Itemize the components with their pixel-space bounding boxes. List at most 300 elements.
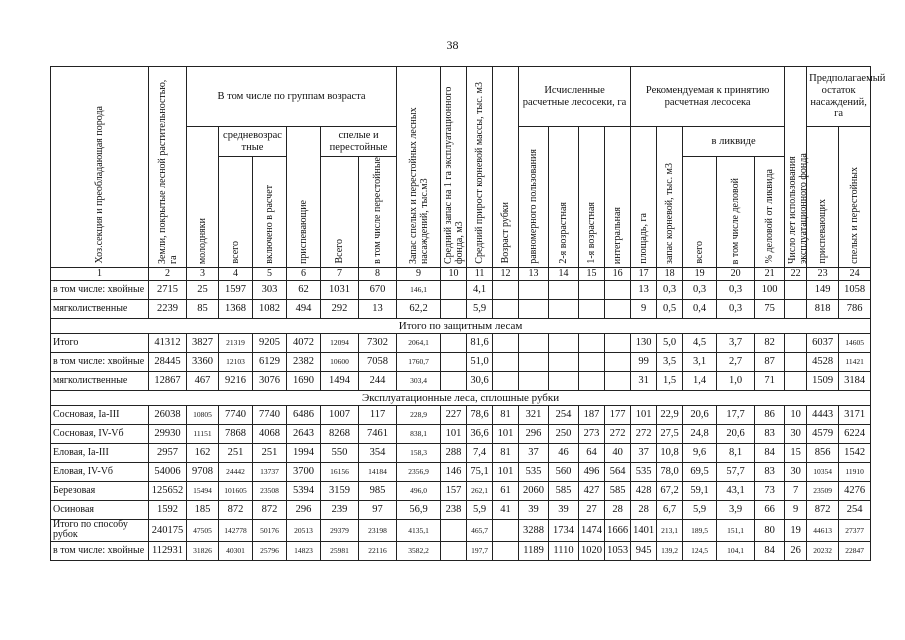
table-cell: 535	[631, 462, 657, 481]
table-cell: 4276	[839, 481, 871, 500]
table-cell: 7058	[359, 352, 397, 371]
table-cell	[549, 352, 579, 371]
column-number: 24	[839, 267, 871, 280]
row-label: мягколиственные	[51, 299, 149, 318]
table-cell: 44613	[807, 519, 839, 541]
table-cell: 585	[549, 481, 579, 500]
table-cell: 81,6	[467, 333, 493, 352]
table-cell: 3159	[321, 481, 359, 500]
table-row	[51, 500, 871, 519]
header-section	[51, 67, 149, 268]
table-cell: 12867	[149, 371, 187, 390]
header-avg-stock	[441, 67, 467, 268]
table-cell: 838,1	[397, 424, 441, 443]
table-cell: 10805	[187, 405, 219, 424]
table-cell: 296	[519, 424, 549, 443]
header-young-text: молодняки	[197, 217, 208, 264]
table-cell: 250	[549, 424, 579, 443]
table-cell: 30,6	[467, 371, 493, 390]
header-middle-included-text: включено в расчет	[264, 185, 275, 264]
table-cell: 37	[631, 443, 657, 462]
table-cell	[549, 280, 579, 299]
table-cell: 3,1	[683, 352, 717, 371]
table-cell: 146	[441, 462, 467, 481]
table-cell: 104,1	[717, 541, 755, 560]
table-row	[51, 405, 871, 424]
table-cell: 10,8	[657, 443, 683, 462]
section-exploitation-forests: Эксплуатационные леса, сплошные рубки	[51, 390, 871, 405]
table-cell: 1994	[287, 443, 321, 462]
table-cell: 28	[605, 500, 631, 519]
table-cell: 75,1	[467, 462, 493, 481]
table-row	[51, 299, 871, 318]
table-cell: 13	[359, 299, 397, 318]
column-number: 21	[755, 267, 785, 280]
table-cell: 4135,1	[397, 519, 441, 541]
table-cell: 62,2	[397, 299, 441, 318]
table-row	[51, 352, 871, 371]
table-cell: 36,6	[467, 424, 493, 443]
table-cell	[605, 299, 631, 318]
table-cell: 20,6	[683, 405, 717, 424]
table-cell: 21319	[219, 333, 253, 352]
table-cell: 27,5	[657, 424, 683, 443]
table-cell: 25	[187, 280, 219, 299]
table-cell: 496,0	[397, 481, 441, 500]
table-cell: 786	[839, 299, 871, 318]
table-cell	[579, 299, 605, 318]
table-cell: 11421	[839, 352, 871, 371]
table-cell: 3827	[187, 333, 219, 352]
table-cell: 25981	[321, 541, 359, 560]
header-remain: Предполагаемый остаток насаждений, га	[807, 67, 871, 127]
table-cell: 28	[631, 500, 657, 519]
header-mature-total	[321, 157, 359, 268]
table-cell: 139,2	[657, 541, 683, 560]
table-cell: 27377	[839, 519, 871, 541]
table-cell: 22847	[839, 541, 871, 560]
column-number: 5	[253, 267, 287, 280]
table-cell: 177	[605, 405, 631, 424]
table-cell: 1542	[839, 443, 871, 462]
table-cell: 130	[631, 333, 657, 352]
header-rec-stock-text: запас корневой, тыс. м3	[664, 162, 676, 264]
table-cell: 124,5	[683, 541, 717, 560]
table-cell: 1690	[287, 371, 321, 390]
table-cell: 81	[493, 405, 519, 424]
table-cell: 24,8	[683, 424, 717, 443]
table-cell: 71	[755, 371, 785, 390]
table-cell	[493, 519, 519, 541]
table-cell	[579, 333, 605, 352]
table-cell: 81	[493, 443, 519, 462]
table-cell	[605, 333, 631, 352]
table-cell: 69,5	[683, 462, 717, 481]
table-cell: 228,9	[397, 405, 441, 424]
table-cell: 57,7	[717, 462, 755, 481]
table-cell: 51,0	[467, 352, 493, 371]
header-mature-over-text: в том числе перестойные	[372, 157, 384, 264]
table-row	[51, 462, 871, 481]
table-cell: 84	[755, 443, 785, 462]
block-1	[51, 280, 871, 318]
table-cell: 39	[519, 500, 549, 519]
table-cell: 585	[605, 481, 631, 500]
table-cell: 39	[549, 500, 579, 519]
row-label: Итого	[51, 333, 149, 352]
table-row	[51, 333, 871, 352]
table-cell: 465,7	[467, 519, 493, 541]
table-cell: 1,0	[717, 371, 755, 390]
table-cell: 354	[359, 443, 397, 462]
table-row	[51, 541, 871, 560]
table-cell: 872	[219, 500, 253, 519]
table-cell: 47505	[187, 519, 219, 541]
header-calc-2	[549, 127, 579, 268]
table-cell: 99	[631, 352, 657, 371]
table-cell: 1189	[519, 541, 549, 560]
table-cell: 0,3	[657, 280, 683, 299]
table-cell: 0,3	[717, 280, 755, 299]
row-label: мягколиственные	[51, 371, 149, 390]
table-cell: 30	[785, 424, 807, 443]
column-number-row	[51, 267, 871, 280]
table-cell: 13737	[253, 462, 287, 481]
table-cell: 29930	[149, 424, 187, 443]
table-cell: 26	[785, 541, 807, 560]
table-cell	[493, 299, 519, 318]
header-rec-area-text: площадь, га	[638, 213, 650, 264]
column-number: 22	[785, 267, 807, 280]
table-cell: 7302	[359, 333, 397, 352]
table-cell: 62	[287, 280, 321, 299]
table-cell: 23508	[253, 481, 287, 500]
table-cell: 856	[807, 443, 839, 462]
header-forest-area	[149, 67, 187, 268]
table-cell: 427	[579, 481, 605, 500]
table-cell: 550	[321, 443, 359, 462]
table-cell: 985	[359, 481, 397, 500]
table-cell: 6486	[287, 405, 321, 424]
table-cell: 19	[785, 519, 807, 541]
table-cell: 7,4	[467, 443, 493, 462]
column-number: 12	[493, 267, 519, 280]
column-number: 8	[359, 267, 397, 280]
table-cell: 149	[807, 280, 839, 299]
table-cell: 945	[631, 541, 657, 560]
table-cell: 17,7	[717, 405, 755, 424]
table-cell	[493, 333, 519, 352]
table-cell: 303,4	[397, 371, 441, 390]
header-middle-total-text: всего	[230, 241, 241, 264]
table-cell: 3288	[519, 519, 549, 541]
table-cell: 20,6	[717, 424, 755, 443]
table-cell: 428	[631, 481, 657, 500]
table-cell: 40301	[219, 541, 253, 560]
table-cell: 85	[187, 299, 219, 318]
table-cell: 818	[807, 299, 839, 318]
table-cell	[519, 333, 549, 352]
table-cell: 496	[579, 462, 605, 481]
table-cell: 1,5	[657, 371, 683, 390]
column-number: 13	[519, 267, 549, 280]
table-cell: 23509	[807, 481, 839, 500]
table-cell: 59,1	[683, 481, 717, 500]
table-cell: 244	[359, 371, 397, 390]
row-label: Итого по способу рубок	[51, 519, 149, 541]
row-label: Еловая, IV-Vб	[51, 462, 149, 481]
table-cell: 240175	[149, 519, 187, 541]
table-cell: 41	[493, 500, 519, 519]
table-cell: 67,2	[657, 481, 683, 500]
table-cell: 2382	[287, 352, 321, 371]
table-cell: 101	[493, 462, 519, 481]
table-cell: 7868	[219, 424, 253, 443]
header-rec-area	[631, 127, 657, 268]
table-cell	[519, 299, 549, 318]
column-number: 7	[321, 267, 359, 280]
table-cell: 146,1	[397, 280, 441, 299]
table-cell: 239	[321, 500, 359, 519]
row-label: Сосновая, Iа-III	[51, 405, 149, 424]
table-cell: 20232	[807, 541, 839, 560]
table-cell: 321	[519, 405, 549, 424]
table-cell: 9708	[187, 462, 219, 481]
column-number: 23	[807, 267, 839, 280]
table-cell	[493, 280, 519, 299]
table-cell: 0,5	[657, 299, 683, 318]
table-cell: 2356,9	[397, 462, 441, 481]
table-cell: 213,1	[657, 519, 683, 541]
table-cell: 494	[287, 299, 321, 318]
header-rec-liquid: в ликвиде	[683, 127, 785, 157]
table-cell: 87	[755, 352, 785, 371]
table-cell: 50176	[253, 519, 287, 541]
column-number: 14	[549, 267, 579, 280]
table-row	[51, 443, 871, 462]
table-cell: 254	[839, 500, 871, 519]
table-cell: 5,9	[683, 500, 717, 519]
table-cell: 29379	[321, 519, 359, 541]
column-number: 3	[187, 267, 219, 280]
table-cell	[441, 519, 467, 541]
table-cell: 1494	[321, 371, 359, 390]
table-cell: 564	[605, 462, 631, 481]
header-rec-total	[683, 157, 717, 268]
table-cell: 4,5	[683, 333, 717, 352]
header-remain-premature-text: приспевающих	[817, 199, 829, 264]
table-cell: 670	[359, 280, 397, 299]
header-forest-area-text: Земли, покрытые лесной растительностью, га	[156, 79, 179, 264]
table-cell: 3700	[287, 462, 321, 481]
header-avg-growth	[467, 67, 493, 268]
table-cell: 5,9	[467, 500, 493, 519]
header-calc-int-text: интегральная	[612, 206, 624, 264]
table-cell: 142778	[219, 519, 253, 541]
table-cell: 1058	[839, 280, 871, 299]
table-cell: 1401	[631, 519, 657, 541]
header-young	[187, 127, 219, 268]
table-cell: 25796	[253, 541, 287, 560]
column-number: 15	[579, 267, 605, 280]
table-cell: 197,7	[467, 541, 493, 560]
column-number: 19	[683, 267, 717, 280]
table-cell: 189,5	[683, 519, 717, 541]
table-cell: 5,9	[467, 299, 493, 318]
table-cell: 7740	[253, 405, 287, 424]
table-cell	[441, 352, 467, 371]
row-label: Сосновая, IV-Vб	[51, 424, 149, 443]
table-cell: 56,9	[397, 500, 441, 519]
table-cell: 0,4	[683, 299, 717, 318]
table-cell: 40	[605, 443, 631, 462]
table-cell	[605, 371, 631, 390]
table-cell: 251	[253, 443, 287, 462]
table-cell: 66	[755, 500, 785, 519]
table-cell: 46	[549, 443, 579, 462]
table-cell: 7	[785, 481, 807, 500]
table-cell: 1110	[549, 541, 579, 560]
table-cell	[441, 371, 467, 390]
table-cell	[785, 333, 807, 352]
column-number: 17	[631, 267, 657, 280]
table-cell: 31826	[187, 541, 219, 560]
column-number: 6	[287, 267, 321, 280]
header-by-age: В том числе по группам возраста	[187, 67, 397, 127]
table-cell: 11910	[839, 462, 871, 481]
table-cell	[493, 371, 519, 390]
header-calc-int	[605, 127, 631, 268]
table-cell: 6037	[807, 333, 839, 352]
column-number: 4	[219, 267, 253, 280]
table-cell: 7740	[219, 405, 253, 424]
table-cell: 83	[755, 462, 785, 481]
table-cell: 4528	[807, 352, 839, 371]
table-cell: 3076	[253, 371, 287, 390]
table-cell: 73	[755, 481, 785, 500]
table-cell: 14823	[287, 541, 321, 560]
table-cell	[785, 371, 807, 390]
table-cell	[579, 371, 605, 390]
table-cell: 12103	[219, 352, 253, 371]
header-rec-business-text: в том числе деловой	[730, 177, 742, 264]
header-cut-age	[493, 67, 519, 268]
table-cell: 187	[579, 405, 605, 424]
table-cell: 9	[785, 500, 807, 519]
table-cell	[579, 280, 605, 299]
table-cell: 5394	[287, 481, 321, 500]
table-cell	[785, 280, 807, 299]
table-cell: 3,5	[657, 352, 683, 371]
table-cell: 15	[785, 443, 807, 462]
header-remain-mature-text: спелых и перестойных	[849, 167, 861, 264]
table-cell: 3,7	[717, 333, 755, 352]
header-rec-total-text: всего	[694, 241, 706, 264]
header-mature-over	[359, 157, 397, 268]
table-cell: 84	[755, 541, 785, 560]
table-cell	[493, 541, 519, 560]
table-cell	[441, 541, 467, 560]
header-premature-text: приспевающие	[298, 199, 309, 264]
table-cell: 83	[755, 424, 785, 443]
table-cell: 4,1	[467, 280, 493, 299]
table-cell	[605, 280, 631, 299]
table-cell	[441, 299, 467, 318]
block-3	[51, 405, 871, 560]
table-cell: 10354	[807, 462, 839, 481]
table-cell: 61	[493, 481, 519, 500]
table-cell: 0,3	[683, 280, 717, 299]
section-protective-forests: Итого по защитным лесам	[51, 318, 871, 333]
table-cell: 101	[493, 424, 519, 443]
table-cell: 14184	[359, 462, 397, 481]
table-cell: 0,3	[717, 299, 755, 318]
table-cell: 872	[807, 500, 839, 519]
table-cell: 1734	[549, 519, 579, 541]
table-cell: 5,0	[657, 333, 683, 352]
table-cell: 2715	[149, 280, 187, 299]
header-rec: Рекомендуемая к принятию расчетная лесосека	[631, 67, 785, 127]
header-remain-premature	[807, 127, 839, 268]
column-number: 2	[149, 267, 187, 280]
table-cell: 158,3	[397, 443, 441, 462]
table-cell: 3184	[839, 371, 871, 390]
table-cell: 262,1	[467, 481, 493, 500]
table-cell: 254	[549, 405, 579, 424]
table-cell: 101	[631, 405, 657, 424]
table-cell: 16156	[321, 462, 359, 481]
table-cell: 43,1	[717, 481, 755, 500]
table-cell: 2643	[287, 424, 321, 443]
column-number: 11	[467, 267, 493, 280]
table-cell: 560	[549, 462, 579, 481]
table-cell: 28445	[149, 352, 187, 371]
table-cell: 75	[755, 299, 785, 318]
table-cell: 272	[605, 424, 631, 443]
table-cell	[519, 371, 549, 390]
table-cell: 4443	[807, 405, 839, 424]
table-cell: 4579	[807, 424, 839, 443]
column-number: 9	[397, 267, 441, 280]
header-rec-pct-text: % деловой от ликвида	[764, 169, 776, 264]
table-cell: 872	[253, 500, 287, 519]
table-cell: 100	[755, 280, 785, 299]
header-premature	[287, 127, 321, 268]
header-middle-total	[219, 157, 253, 268]
row-label: Березовая	[51, 481, 149, 500]
header-calc-1-text: 1-я возрастная	[586, 202, 598, 264]
column-number: 20	[717, 267, 755, 280]
block-2	[51, 333, 871, 390]
table-cell: 1592	[149, 500, 187, 519]
table-cell: 41312	[149, 333, 187, 352]
table-cell	[519, 280, 549, 299]
table-cell: 9,6	[683, 443, 717, 462]
column-number: 16	[605, 267, 631, 280]
table-cell: 1031	[321, 280, 359, 299]
table-cell	[785, 299, 807, 318]
table-row	[51, 481, 871, 500]
table-cell: 97	[359, 500, 397, 519]
header-avg-growth-text: Средний прирост корневой массы, тыс. м3	[474, 82, 486, 264]
table-cell: 1474	[579, 519, 605, 541]
header-cut-age-text: Возраст рубки	[500, 202, 512, 264]
table-cell: 22116	[359, 541, 397, 560]
table-cell: 238	[441, 500, 467, 519]
table-cell: 9205	[253, 333, 287, 352]
table-cell: 37	[519, 443, 549, 462]
row-label: в том числе: хвойные	[51, 541, 149, 560]
